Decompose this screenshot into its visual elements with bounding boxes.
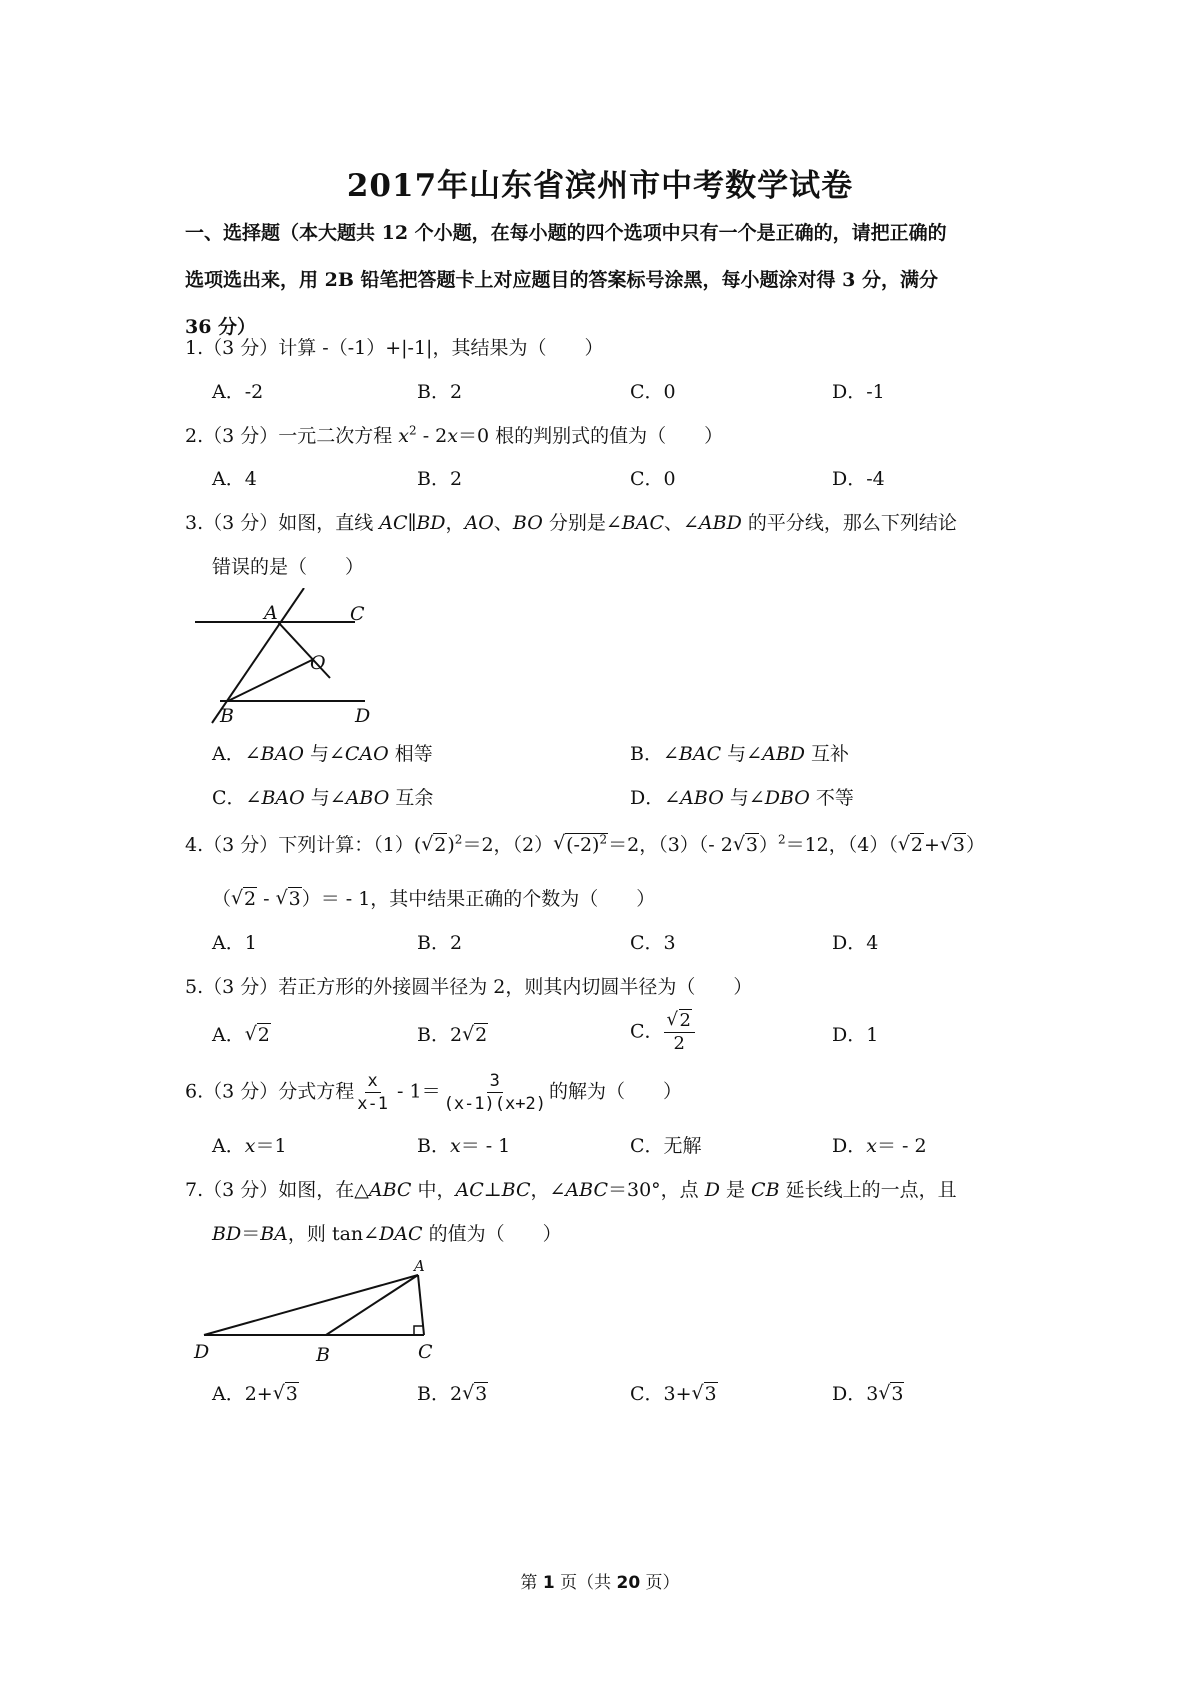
sqrt [692, 1383, 718, 1405]
opt-text: ＝ - 1 [460, 1135, 511, 1157]
page-footer [0, 1568, 1200, 1593]
radicand: 2 [679, 1010, 691, 1031]
opt-text: 与∠ [723, 787, 765, 809]
sqrt [667, 1010, 692, 1032]
page-total: 20 [616, 1573, 641, 1593]
q7-var: ABC [565, 1179, 608, 1201]
opt-text: BAC [678, 743, 722, 765]
opt-var: x [449, 1135, 461, 1157]
sqrt [231, 888, 257, 910]
q3-part: ABD [698, 512, 742, 534]
option-b: B．2 [417, 381, 463, 403]
radicand: 2 [475, 1024, 488, 1046]
q3-part: BO [512, 512, 543, 534]
opt-text: ABO [345, 787, 390, 809]
footer-text: 页（共 [554, 1573, 617, 1593]
radicand: 2 [434, 834, 447, 856]
q7-text: ＝30°，点 [608, 1179, 705, 1201]
label-c: C [350, 603, 365, 625]
sqrt [733, 834, 759, 856]
q3-part: 、∠ [664, 512, 699, 534]
q7-text: 7.（3 分）如图，在△ [185, 1179, 369, 1201]
sqrt [878, 1383, 904, 1405]
q7-var: DAC [379, 1223, 423, 1245]
radicand [565, 833, 608, 856]
q4-text: ） [758, 834, 778, 856]
option-a: A．1 [212, 932, 257, 954]
footer-text: 第 [520, 1573, 543, 1593]
q2-exponent: 2 [409, 423, 417, 438]
sqrt [421, 834, 447, 856]
label-a: A [264, 602, 278, 624]
opt-var: x [244, 1135, 256, 1157]
label-a: A [414, 1257, 425, 1275]
section-header [185, 210, 1025, 351]
opt-text: 互余 [389, 787, 434, 809]
q3-part: AO [464, 512, 494, 534]
option-a: A．4 [212, 468, 257, 490]
opt-text: C． [630, 1020, 664, 1043]
q7-text: 中， [411, 1179, 456, 1201]
radicand: 2 [910, 834, 923, 856]
option-a: A．-2 [212, 381, 264, 403]
opt-text: C．3+ [630, 1383, 692, 1405]
option-c [630, 1379, 718, 1406]
opt-text: B． [417, 1135, 450, 1157]
q7-var: BC [501, 1179, 531, 1201]
option-c: C．0 [630, 381, 676, 403]
option-b [417, 1379, 488, 1406]
opt-text: 互补 [805, 743, 850, 765]
question-5-options [212, 1010, 1032, 1060]
q4-text: ）＝ - 1，其中结果正确的个数为（ ） [301, 888, 656, 910]
fraction [664, 1010, 695, 1055]
q3-part: ， [445, 512, 465, 534]
option-b [630, 739, 849, 766]
opt-text: ABD [762, 743, 806, 765]
question-3-options-row-1 [212, 739, 1032, 769]
label-d: D [355, 705, 371, 727]
opt-text: DBO [764, 787, 810, 809]
option-c [212, 783, 433, 810]
question-3-options-row-2 [212, 783, 1032, 813]
question-7 [185, 1175, 1035, 1202]
q4-text: - [257, 888, 276, 910]
opt-text: B．2 [417, 1024, 463, 1046]
q4-text: （ [212, 888, 232, 910]
q4-text: ＝2，（3）（- 2 [608, 834, 733, 856]
section-line-1: 一、选择题（本大题共 12 个小题，在每小题的四个选项中只有一个是正确的，请把正确的 [185, 222, 947, 244]
sqrt [273, 1383, 299, 1405]
q4-text: ＝2，（2） [462, 834, 554, 856]
q4-text: 4.（3 分）下列计算：（1） [185, 834, 414, 856]
opt-text: CAO [344, 743, 389, 765]
q3-part: BD [416, 512, 446, 534]
question-2 [185, 421, 1035, 448]
radicand: 3 [745, 834, 758, 856]
numerator: 3 [487, 1070, 503, 1093]
sqrt [276, 888, 302, 910]
q6-text: 的解为（ ） [548, 1080, 682, 1103]
option-a [212, 739, 433, 766]
q2-var-2: x [447, 425, 458, 447]
question-4-line-2 [212, 884, 655, 911]
radicand-text: (-2) [566, 834, 600, 856]
q7-text: 的值为（ ） [422, 1223, 562, 1245]
option-a [212, 1020, 271, 1047]
exponent: 2 [599, 832, 608, 847]
section-line-2: 选项选出来，用 2B 铅笔把答题卡上对应题目的答案标号涂黑，每小题涂对得 3 分，满分 [185, 269, 938, 291]
opt-text: A．2+ [212, 1383, 273, 1405]
opt-var: x [866, 1135, 877, 1157]
label-o: O [310, 652, 326, 674]
page-number: 1 [542, 1573, 555, 1593]
numerator [664, 1010, 695, 1033]
sqrt [898, 834, 924, 856]
numerator: x [365, 1070, 381, 1093]
sqrt [553, 833, 608, 856]
exponent: 2 [777, 832, 786, 847]
section-line-3: 36 分） [185, 316, 257, 338]
q7-var: BD [212, 1223, 242, 1245]
radicand: 2 [244, 888, 257, 910]
option-d: D．1 [832, 1024, 879, 1046]
q3-text-pre: 3.（3 分）如图，直线 [185, 512, 380, 534]
opt-text: ＝1 [255, 1135, 287, 1157]
question-6-options [212, 1131, 1032, 1161]
opt-text: A． [212, 1024, 245, 1046]
option-b: B．2 [417, 468, 463, 490]
opt-text: D． [832, 1135, 867, 1157]
q7-var: ABC [368, 1179, 412, 1201]
opt-text: 与∠ [721, 743, 763, 765]
opt-text: 不等 [809, 787, 854, 809]
q3-part: AC [379, 512, 408, 534]
opt-text: 与∠ [303, 743, 345, 765]
q7-text: 是 [719, 1179, 752, 1201]
footer-text: 页） [640, 1573, 680, 1593]
opt-text: BAO [261, 787, 305, 809]
right-angle-mark [414, 1326, 423, 1335]
option-d [630, 783, 854, 810]
question-3 [185, 508, 1035, 535]
page-title: 2017年山东省滨州市中考数学试卷 [346, 168, 854, 204]
q7-text: ，∠ [530, 1179, 566, 1201]
figure-parallel-lines [190, 588, 390, 728]
option-b: B．2 [417, 932, 463, 954]
q7-text: ＝ [241, 1223, 261, 1245]
question-7-line-2 [212, 1219, 562, 1246]
line-ba [326, 1275, 418, 1335]
option-c: C．3 [630, 932, 676, 954]
sqrt [245, 1024, 271, 1046]
option-d [832, 1131, 927, 1158]
label-c: C [418, 1341, 433, 1363]
question-4-options [212, 928, 1032, 958]
radicand: 3 [704, 1383, 717, 1405]
denominator: (x-1)(x+2) [443, 1094, 546, 1114]
q7-var: D [704, 1179, 720, 1201]
question-3-line-2: 错误的是（ ） [212, 556, 365, 578]
opt-text: A． [212, 1135, 245, 1157]
option-a [212, 1131, 287, 1158]
opt-text: B．∠ [630, 743, 679, 765]
q3-part: ∥ [407, 512, 417, 534]
option-a [212, 1379, 299, 1406]
option-d: D．4 [832, 932, 879, 954]
option-c: C．0 [630, 468, 676, 490]
option-d: D．-1 [832, 381, 885, 403]
opt-text: ＝ - 2 [876, 1135, 927, 1157]
radicand: 3 [952, 834, 965, 856]
opt-text: C．∠ [212, 787, 262, 809]
radicand: 3 [285, 1383, 298, 1405]
label-d: D [194, 1341, 210, 1363]
q4-text: ＝12，（4）（ [785, 834, 898, 856]
opt-text: 相等 [388, 743, 433, 765]
transversal-ab [212, 588, 304, 723]
label-b: B [316, 1344, 330, 1366]
q3-part: 的平分线，那么下列结论 [741, 512, 957, 534]
question-1: 1.（3 分）计算 -（-1）+|-1|，其结果为（ ） [185, 337, 604, 359]
option-b [417, 1131, 510, 1158]
q2-text-mid: - 2 [416, 425, 448, 447]
q2-text-post: ＝0 根的判别式的值为（ ） [457, 425, 724, 447]
q2-text-pre: 2.（3 分）一元二次方程 [185, 425, 399, 447]
question-4: 4.（3 分）下列计算：（1）(√ 2)$^2$＝2，（2）√ $(-2)^2=2$，（3）（- 2√ 3）$^2$＝12，（4）（√ 2+√ 3） [185, 830, 1035, 857]
fraction-1 [354, 1070, 391, 1115]
q7-text: 延长线上的一点，且 [779, 1179, 957, 1201]
denominator: x-1 [357, 1094, 388, 1114]
opt-text: ABO [680, 787, 724, 809]
q3-part: BAC [621, 512, 664, 534]
q7-var: BA [260, 1223, 288, 1245]
q7-var: AC [455, 1179, 484, 1201]
exponent: 2 [454, 832, 463, 847]
q6-text: - 1＝ [390, 1080, 441, 1103]
question-6 [185, 1070, 1035, 1115]
opt-text: D．∠ [630, 787, 681, 809]
radicand: 3 [891, 1383, 904, 1405]
q7-var: CB [751, 1179, 780, 1201]
option-c [630, 1131, 702, 1158]
opt-text: B．2 [417, 1383, 463, 1405]
q6-text: 6.（3 分）分式方程 [185, 1080, 355, 1103]
opt-text: BAO [260, 743, 304, 765]
option-d: D．-4 [832, 468, 885, 490]
option-b [417, 1020, 488, 1047]
q3-part: 、 [493, 512, 513, 534]
question-1-options [212, 377, 1032, 407]
radicand: 3 [288, 888, 301, 910]
sqrt [940, 834, 966, 856]
radicand: 3 [475, 1383, 488, 1405]
sqrt [462, 1383, 488, 1405]
label-b: B [220, 705, 234, 727]
opt-text: C．无解 [630, 1135, 702, 1157]
opt-text: A．∠ [212, 743, 261, 765]
denominator: 2 [673, 1033, 685, 1054]
q3-part: 分别是∠ [542, 512, 622, 534]
option-c [630, 1010, 695, 1055]
line-da [204, 1275, 418, 1335]
figure-triangle [190, 1255, 460, 1367]
opt-text: 与∠ [304, 787, 346, 809]
sqrt [462, 1024, 488, 1046]
question-7-options [212, 1379, 1032, 1409]
option-d [832, 1379, 904, 1406]
question-5: 5.（3 分）若正方形的外接圆半径为 2，则其内切圆半径为（ ） [185, 976, 753, 998]
opt-text: D．3 [832, 1383, 879, 1405]
q4-text: + [923, 834, 940, 856]
fraction-2 [441, 1070, 549, 1115]
q7-text: ，则 tan∠ [287, 1223, 380, 1245]
q7-text: ⊥ [483, 1179, 502, 1201]
question-2-options [212, 464, 1032, 494]
radicand: 2 [257, 1024, 270, 1046]
q4-text: ） [965, 834, 985, 856]
q2-var: x [398, 425, 410, 447]
